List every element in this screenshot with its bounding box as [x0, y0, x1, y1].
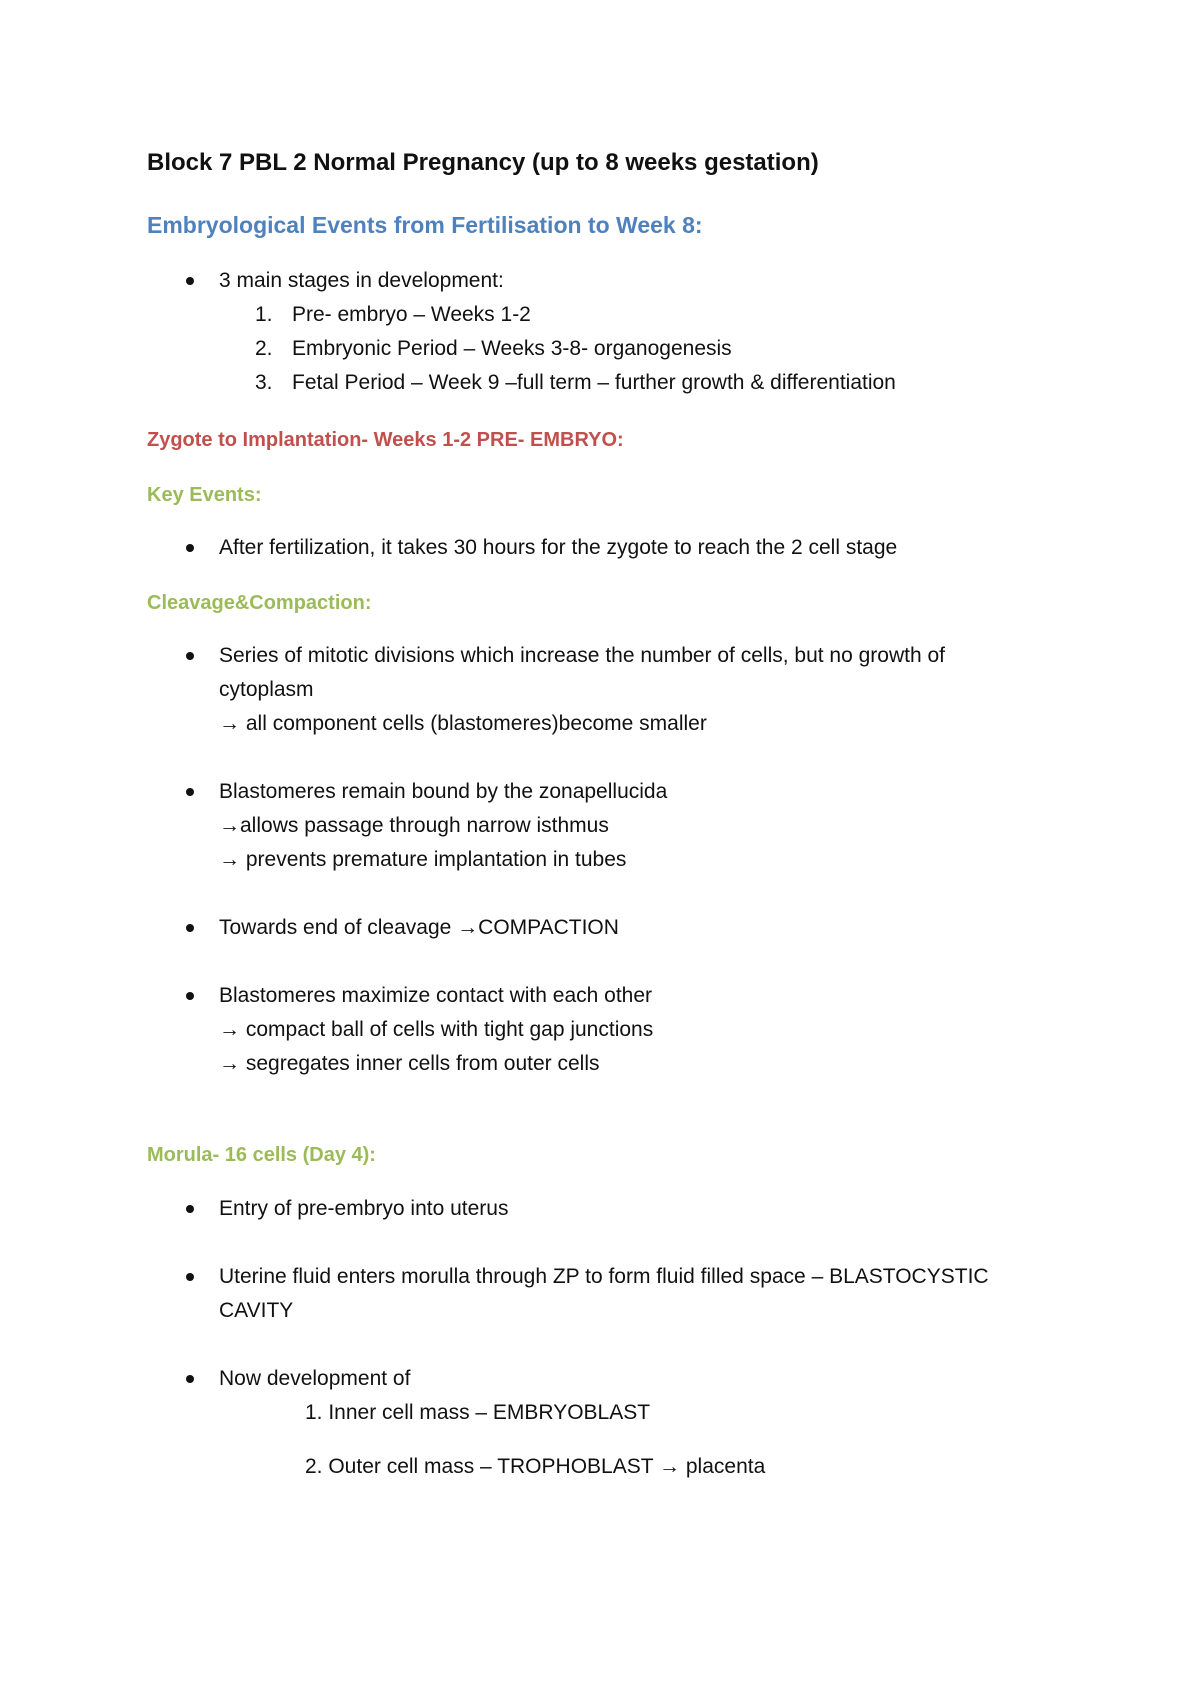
bullet-icon [186, 924, 194, 932]
heading-cleavage-compaction: Cleavage&Compaction: [147, 592, 372, 614]
bullet-icon [186, 788, 194, 796]
arrow-right-icon: → [219, 814, 240, 837]
bullet-icon [186, 544, 194, 552]
morula-text: Uterine fluid enters morulla through ZP to form fluid filled space – BLASTOCYSTIC [219, 1265, 989, 1288]
heading-key-events: Key Events: [147, 484, 262, 506]
cleavage-text: Towards end of cleavage →COMPACTION [219, 916, 619, 939]
list-item: Fetal Period – Week 9 –full term – further growth & differentiation [292, 371, 896, 394]
list-number: 3. [255, 371, 273, 394]
list-number: 1. [255, 303, 273, 326]
morula-text: Entry of pre-embryo into uterus [219, 1197, 509, 1220]
morula-subitem: 1. Inner cell mass – EMBRYOBLAST [305, 1401, 651, 1424]
list-item: Embryonic Period – Weeks 3-8- organogenesis [292, 337, 732, 360]
cleavage-text: cytoplasm [219, 678, 314, 701]
arrow-right-icon: → [457, 916, 479, 939]
bullet-icon [186, 992, 194, 1000]
bullet-icon [186, 652, 194, 660]
list-item: Pre- embryo – Weeks 1-2 [292, 303, 531, 326]
page-title: Block 7 PBL 2 Normal Pregnancy (up to 8 weeks gestation) [147, 149, 819, 176]
cleavage-text: Blastomeres maximize contact with each other [219, 984, 653, 1007]
bullet-icon [186, 277, 194, 285]
arrow-right-icon: → [219, 1018, 240, 1041]
morula-text: CAVITY [219, 1299, 294, 1322]
cleavage-text: →allows passage through narrow isthmus [219, 814, 609, 837]
bullet-icon [186, 1273, 194, 1281]
heading-zygote-implantation: Zygote to Implantation- Weeks 1-2 PRE- EMBRYO: [147, 429, 624, 451]
bullet-icon [186, 1205, 194, 1213]
heading-morula: Morula- 16 cells (Day 4): [147, 1144, 376, 1166]
cleavage-text: → segregates inner cells from outer cells [219, 1052, 600, 1075]
key-event-text: After fertilization, it takes 30 hours for the zygote to reach the 2 cell stage [219, 536, 898, 559]
cleavage-text: → all component cells (blastomeres)become smaller [219, 712, 707, 735]
stages-intro: 3 main stages in development: [219, 269, 504, 292]
cleavage-text: Blastomeres remain bound by the zonapellucida [219, 780, 668, 803]
arrow-right-icon: → [219, 1052, 240, 1075]
cleavage-text: → compact ball of cells with tight gap junctions [219, 1018, 654, 1041]
heading-embryological-events: Embryological Events from Fertilisation to Week 8: [147, 212, 703, 238]
morula-text: Now development of [219, 1367, 411, 1390]
arrow-right-icon: → [219, 712, 240, 735]
bullet-icon [186, 1375, 194, 1383]
arrow-right-icon: → [219, 848, 240, 871]
morula-subitem: 2. Outer cell mass – TROPHOBLAST → placenta [305, 1455, 766, 1478]
list-number: 2. [255, 337, 273, 360]
cleavage-text: Series of mitotic divisions which increase the number of cells, but no growth of [219, 644, 946, 667]
arrow-right-icon: → [659, 1455, 681, 1478]
cleavage-text: → prevents premature implantation in tubes [219, 848, 627, 871]
